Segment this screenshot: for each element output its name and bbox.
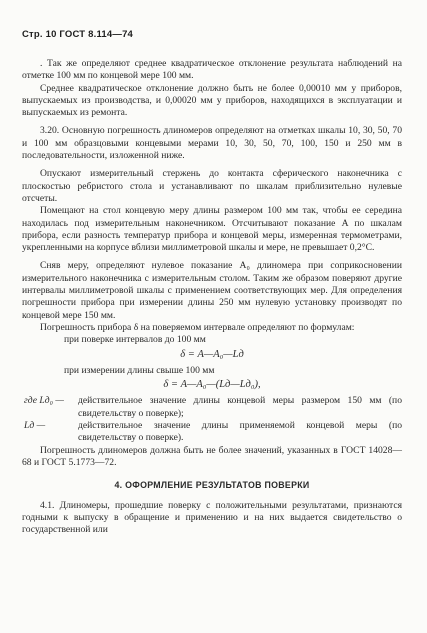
where-prefix: где [24,395,37,407]
symbol: Lд₀ — [39,395,64,407]
paragraph: . Так же определяют среднее квадратическое отклонение результата наблюдений на отметке 100 мм по концевой мере 100 мм. [22,58,402,82]
symbol-description: действительное значение длины применяемой концевой меры (по свидетельству о поверке). [78,420,402,444]
paragraph: 4.1. Длиномеры, прошедшие поверку с положительными результатами, признаются годными к выпуску в обращение и применению и на них выдается свидетельство о государственной или [22,499,402,536]
formula-label: при поверке интервалов до 100 мм [64,334,206,346]
symbol-definition [22,420,402,445]
paragraph: Погрешность прибора δ на поверяемом интервале определяют по формулам: [40,321,355,333]
symbol-definition [22,395,402,420]
paragraph: 3.20. Основную погрешность длиномеров определяют на отметках шкалы 10, 30, 50, 70 и 100 мм образцовыми концевыми мерами 10, 30, 50, 70, 100, 150 и 250 мм в последовательности, изложенной ниже. [22,125,402,162]
paragraph: Сняв меру, определяют нулевое показание A₀ длиномера при соприкосновении измерительного наконечника с измерительным столом. Таким же образом поверяют другие интервалы миллиметровой шкалы с применением соответствующих мер. Для определения погрешности прибора при измерении длины 250 мм нулевую установку производят по концевой мере 150 мм. [22,260,402,321]
symbol: Lд — [24,420,46,432]
symbol-name [22,420,78,445]
document-body [22,58,402,536]
paragraph: Погрешность длиномеров должна быть не более значений, указанных в ГОСТ 14028—68 и ГОСТ 5.1773—72. [22,444,402,468]
symbol-description: действительное значение длины концевой меры размером 150 мм (по свидетельству о поверке); [78,395,402,419]
formula: δ = A—A₀—(Lд—Lд₀), [163,379,261,391]
symbol-name [22,395,78,420]
formula-label: при измерении длины свыше 100 мм [64,364,215,376]
page-header: Стр. 10 ГОСТ 8.114—74 [22,29,134,40]
section-title: 4. ОФОРМЛЕНИЕ РЕЗУЛЬТАТОВ ПОВЕРКИ [114,480,310,491]
paragraph: Опускают измерительный стержень до контакта сферического наконечника с плоскостью ребристого стола и устанавливают по шкалам приблизительно нулевые отсчеты. [22,168,402,204]
paragraph: Помещают на стол концевую меру длины размером 100 мм так, чтобы ее середина находилась под измерительным наконечником. Отсчитывают показание A по шкалам прибора, если разность температур прибора и концевой меры, измеренная термометрами, укрепленными на корпусе вблизи миллиметровой шкалы и мере, не превышает 0,2°С. [22,205,402,254]
paragraph: Среднее квадратическое отклонение должно быть не более 0,00010 мм у приборов, выпускаемых из производства, и 0,00020 мм у приборов, находящихся в эксплуатации и выпускаемых из ремонта. [22,82,402,119]
formula: δ = A—A₀—Lд [180,348,244,360]
